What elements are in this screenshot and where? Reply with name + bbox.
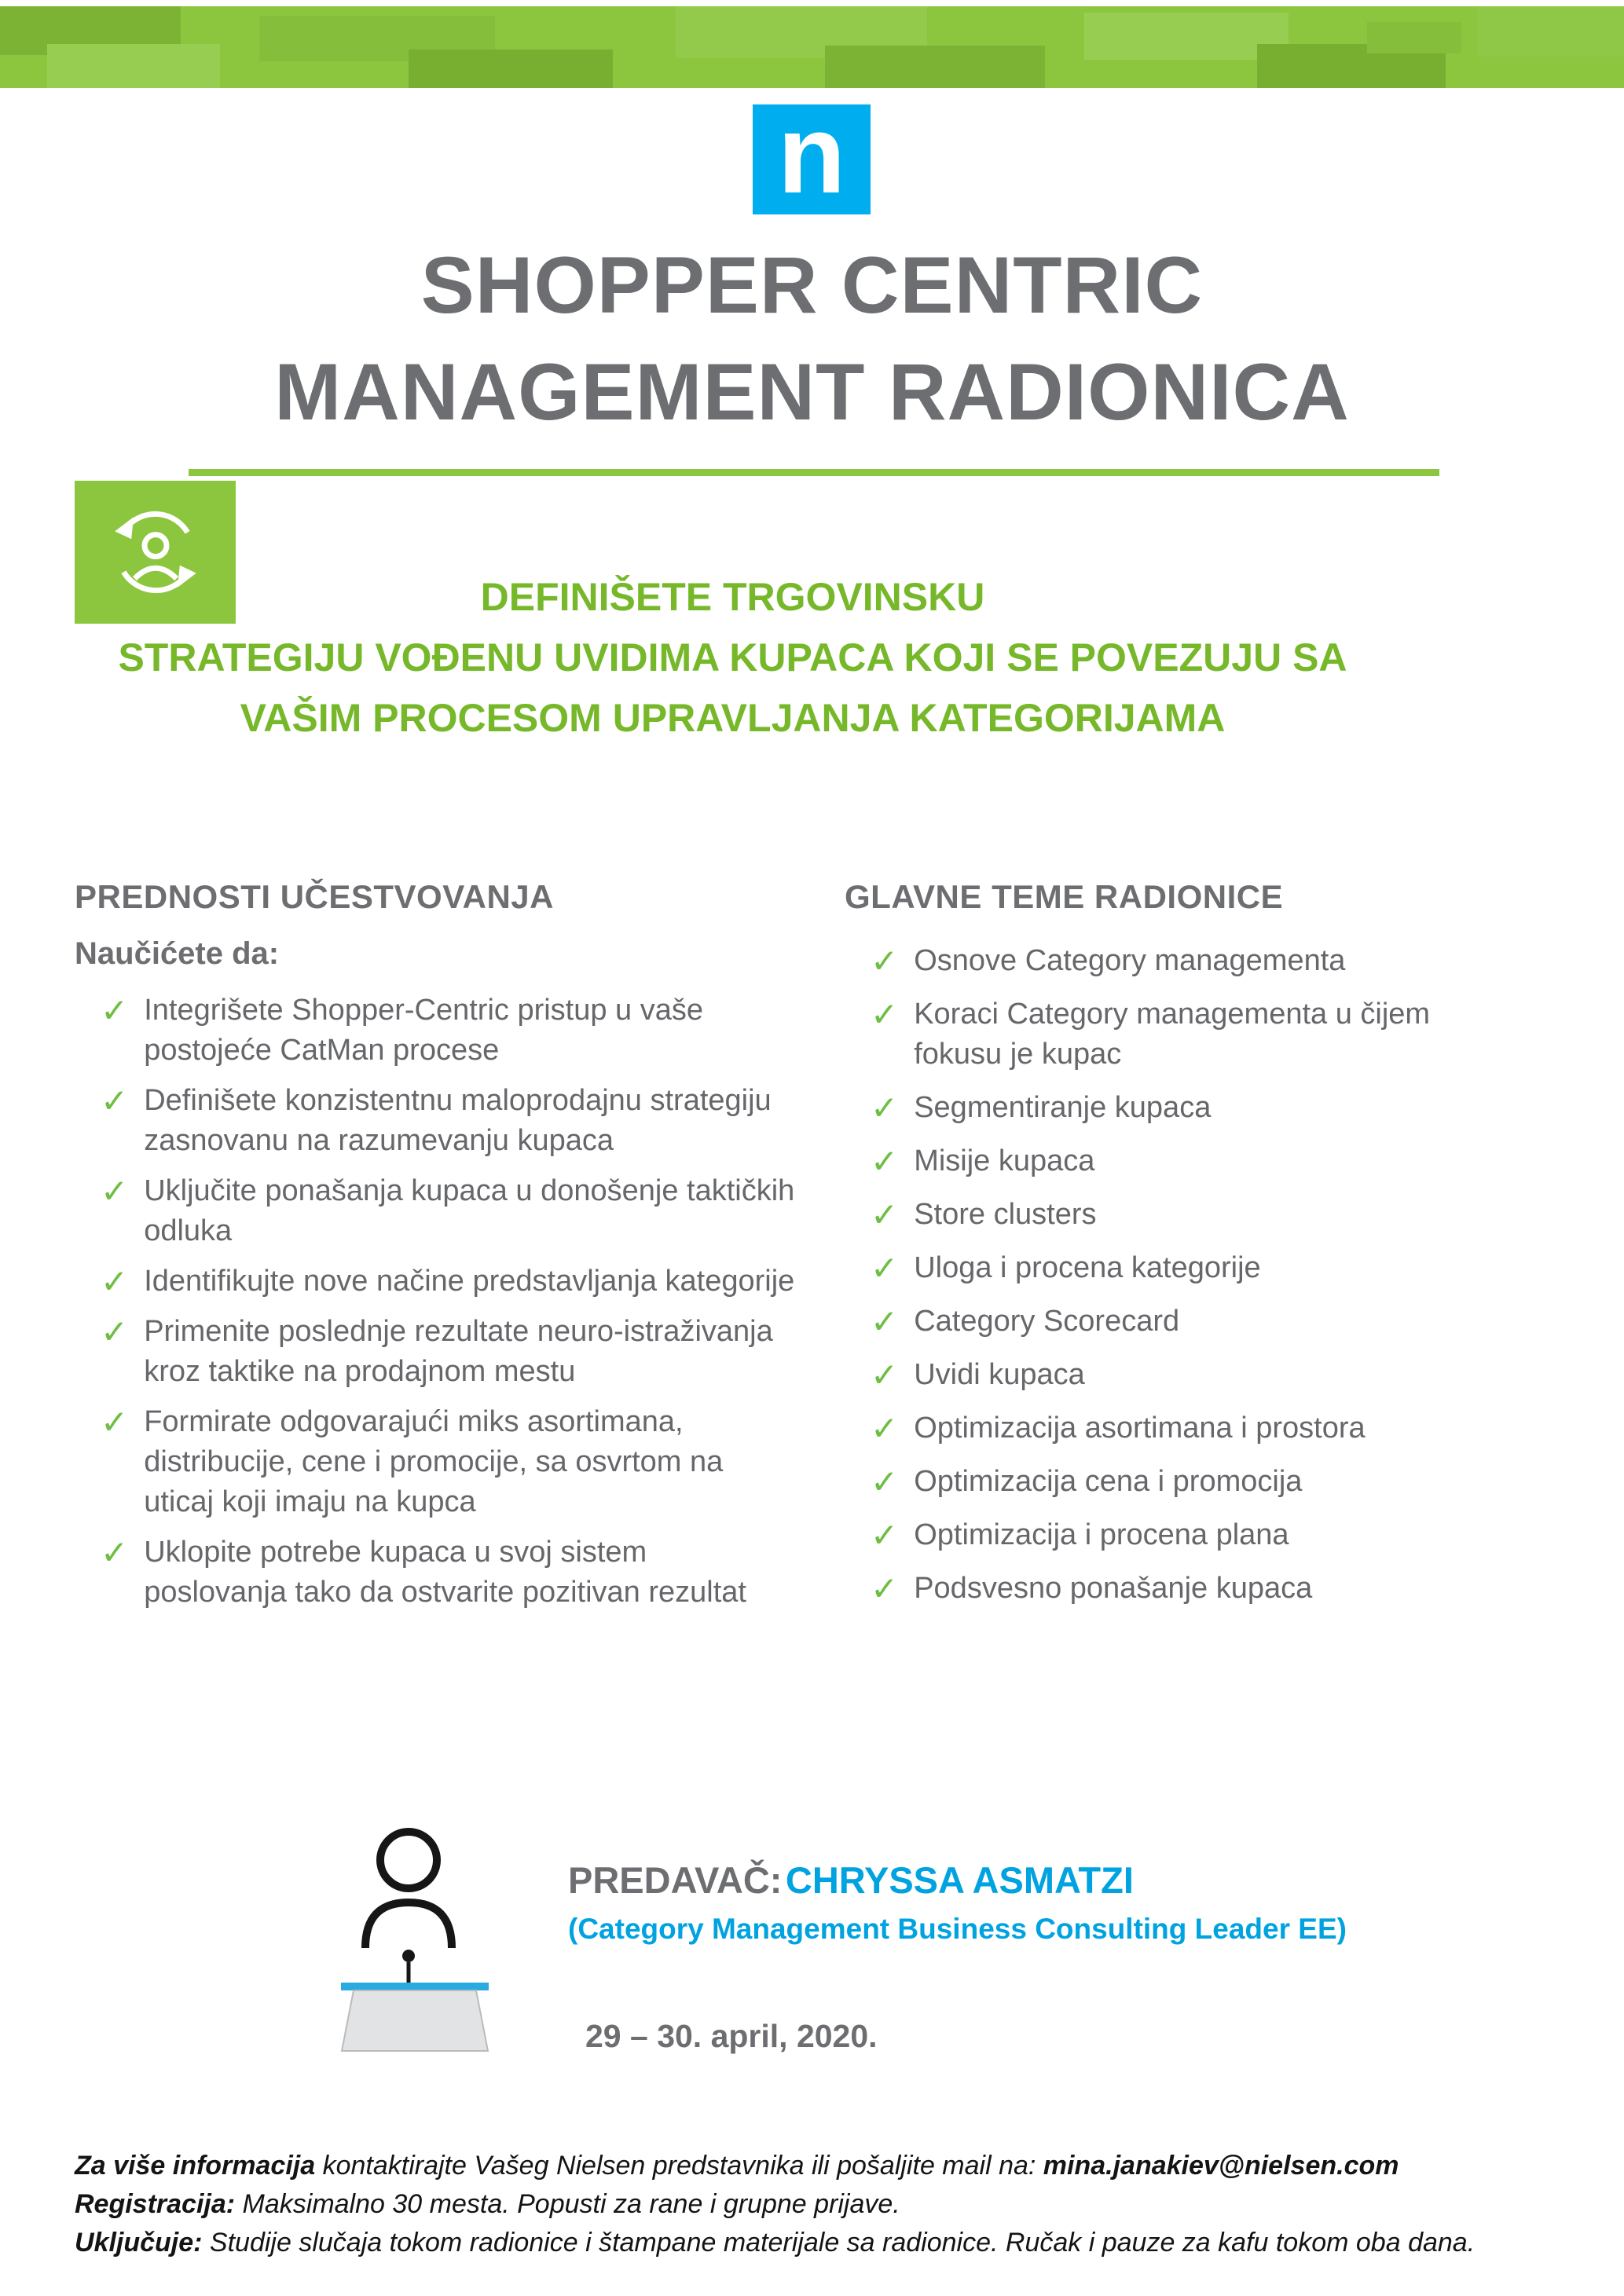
check-icon: ✓	[101, 992, 129, 1029]
banner-blob	[47, 44, 220, 88]
topic-item: ✓ Osnove Category managementa	[871, 943, 1346, 980]
benefits-heading: PREDNOSTI UČESTVOVANJA	[75, 878, 554, 915]
topic-item: ✓ Koraci Category managementa u čijem fokusu je kupac	[871, 996, 1431, 1071]
speaker-role: (Category Management Business Consulting Leader EE)	[568, 1913, 1347, 1945]
footer-includes-line: Uključuje: Studije slučaja tokom radionice i štampane materijale sa radionice. Ručak i pauze za kafu tokom oba dana.	[75, 2228, 1476, 2258]
nielsen-logo	[753, 92, 871, 217]
topic-item: ✓ Misije kupaca	[871, 1143, 1095, 1180]
footer-includes-label: Uključuje:	[75, 2228, 203, 2258]
check-icon: ✓	[101, 1534, 129, 1571]
footer-contact-label: Za više informacija	[75, 2151, 316, 2181]
topic-item: ✓ Category Scorecard	[871, 1303, 1180, 1340]
check-icon: ✓	[871, 1463, 899, 1500]
benefits-list	[75, 991, 845, 1613]
tagline	[0, 567, 1465, 749]
speaker-label: PREDAVAČ:	[568, 1859, 783, 1901]
banner-blob	[1477, 6, 1624, 57]
check-icon: ✓	[871, 1250, 899, 1287]
footer-contact-line: Za više informacija kontaktirajte Vašeg Nielsen predstavnika ili pošaljite mail na: mina.janakiev@nielsen.com	[75, 2151, 1399, 2181]
benefit-item: ✓ Identifikujte nove načine predstavljanja kategorije	[101, 1263, 795, 1300]
check-icon: ✓	[871, 1517, 899, 1554]
check-icon: ✓	[871, 1303, 899, 1340]
benefit-item: ✓ Uklopite potrebe kupaca u svoj sistem poslovanja tako da ostvarite pozitivan rezultat	[101, 1534, 746, 1609]
topic-item: ✓ Uloga i procena kategorije	[871, 1250, 1261, 1287]
tagline-line1: DEFINIŠETE TRGOVINSKU	[480, 575, 985, 619]
check-icon: ✓	[871, 1196, 899, 1233]
content-columns	[75, 878, 1481, 1623]
benefits-section	[75, 878, 845, 1623]
banner-blob	[409, 49, 613, 88]
benefit-item: ✓ Formirate odgovarajući miks asortimana, distribucije, cene i promocije, sa osvrtom na uticaj koji imaju na kupca	[101, 1404, 724, 1518]
topics-heading: GLAVNE TEME RADIONICE	[845, 878, 1284, 915]
tagline-line2: STRATEGIJU VOĐENU UVIDIMA KUPACA KOJI SE POVEZUJU SA	[118, 635, 1347, 679]
check-icon: ✓	[101, 1082, 129, 1119]
topic-item: ✓ Optimizacija i procena plana	[871, 1517, 1289, 1554]
footer-registration-line: Registracija: Maksimalno 30 mesta. Popusti za rane i grupne prijave.	[75, 2189, 900, 2219]
green-divider	[189, 469, 1439, 476]
check-icon: ✓	[101, 1263, 129, 1300]
page-title-line1: SHOPPER CENTRIC	[420, 240, 1204, 330]
benefit-item: ✓ Integrišete Shopper-Centric pristup u vaše postojeće CatMan procese	[101, 992, 704, 1067]
tagline-line3: VAŠIM PROCESOM UPRAVLJANJA KATEGORIJAMA	[240, 696, 1226, 740]
topic-item: ✓ Segmentiranje kupaca	[871, 1089, 1212, 1126]
benefit-item: ✓ Primenite poslednje rezultate neuro-istraživanja kroz taktike na prodajnom mestu	[101, 1313, 773, 1388]
check-icon: ✓	[871, 1570, 899, 1607]
nielsen-logo-letter: n	[777, 92, 846, 217]
topic-item: ✓ Uvidi kupaca	[871, 1357, 1085, 1393]
check-icon: ✓	[871, 1143, 899, 1180]
check-icon: ✓	[871, 1357, 899, 1393]
benefit-item: ✓ Definišete konzistentnu maloprodajnu strategiju zasnovanu na razumevanju kupaca	[101, 1082, 772, 1157]
topic-item: ✓ Optimizacija asortimana i prostora	[871, 1410, 1366, 1447]
benefit-item: ✓ Uključite ponašanja kupaca u donošenje taktičkih odluka	[101, 1173, 795, 1247]
check-icon: ✓	[871, 1410, 899, 1447]
speaker-text	[568, 1821, 1347, 2055]
topics-list	[845, 941, 1465, 1609]
check-icon: ✓	[871, 996, 899, 1033]
speaker-section	[330, 1821, 1347, 2055]
footer	[75, 2147, 1575, 2262]
speaker-name: CHRYSSA ASMATZI	[785, 1859, 1134, 1901]
page-title	[0, 232, 1624, 445]
topic-item: ✓ Store clusters	[871, 1196, 1097, 1233]
speaker-line	[568, 1858, 1347, 1902]
check-icon: ✓	[101, 1404, 129, 1441]
footer-contact-email: mina.janakiev@nielsen.com	[1043, 2151, 1399, 2181]
banner-blob	[1367, 22, 1461, 53]
benefits-subheading: Naučićete da:	[75, 936, 280, 971]
workshop-date: 29 – 30. april, 2020.	[585, 2018, 878, 2054]
check-icon: ✓	[871, 943, 899, 980]
presenter-icon	[330, 1821, 499, 2052]
check-icon: ✓	[871, 1089, 899, 1126]
check-icon: ✓	[101, 1173, 129, 1210]
topic-item: ✓ Optimizacija cena i promocija	[871, 1463, 1303, 1500]
page-title-line2: MANAGEMENT RADIONICA	[274, 347, 1350, 437]
topics-section	[845, 878, 1465, 1623]
banner-blob	[825, 46, 1045, 88]
footer-registration-label: Registracija:	[75, 2189, 236, 2219]
check-icon: ✓	[101, 1313, 129, 1350]
top-banner	[0, 6, 1624, 88]
topic-item: ✓ Podsvesno ponašanje kupaca	[871, 1570, 1313, 1607]
